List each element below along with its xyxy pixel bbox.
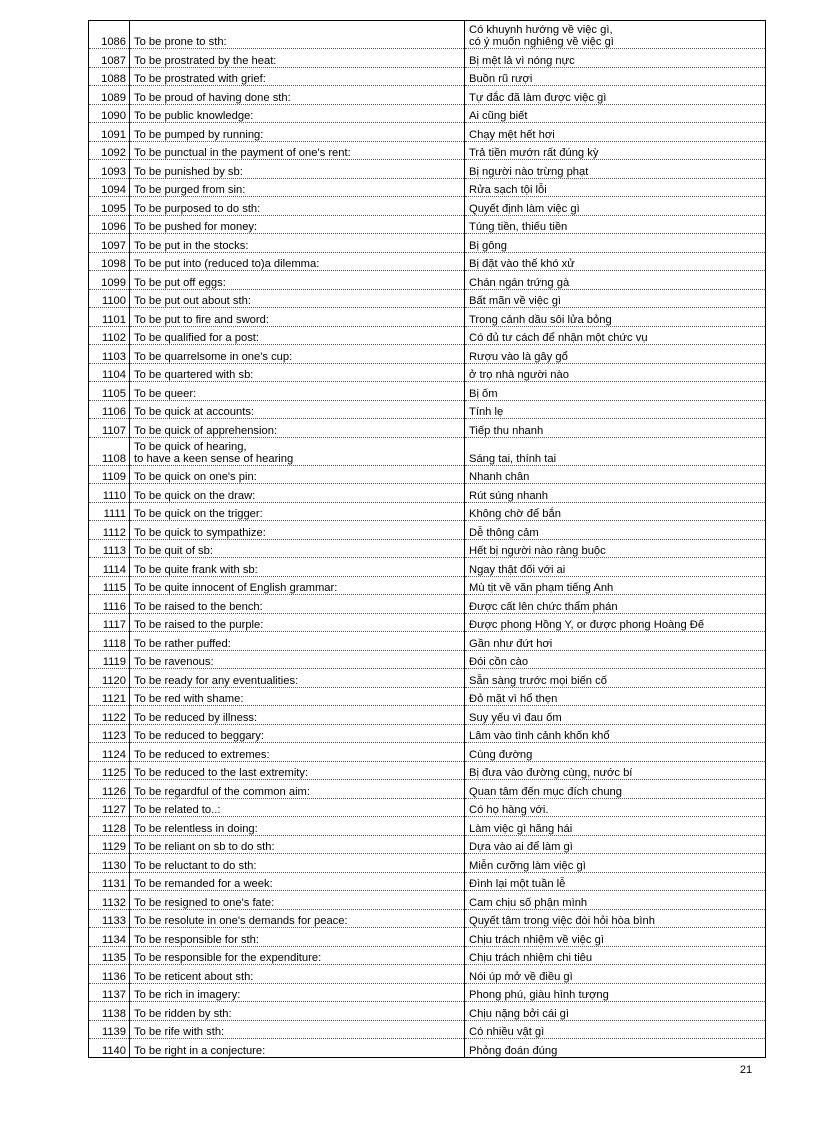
- table-row: [89, 743, 766, 762]
- table-row: [89, 308, 766, 327]
- table-row: [89, 650, 766, 669]
- table-row: [89, 484, 766, 503]
- vietnamese-meaning: Cam chịu số phận mình: [465, 891, 766, 910]
- vietnamese-meaning: Làm việc gì hăng hái: [465, 817, 766, 836]
- row-number: 1089: [89, 86, 130, 105]
- english-phrase: To be qualified for a post:: [130, 326, 465, 345]
- table-row: [89, 363, 766, 382]
- table-row: [89, 928, 766, 947]
- vietnamese-meaning: Có khuynh hướng về việc gì, có ý muốn nghiêng về việc gì: [465, 21, 766, 49]
- table-row: [89, 465, 766, 484]
- table-row: [89, 1039, 766, 1058]
- english-phrase: To be purposed to do sth:: [130, 197, 465, 216]
- row-number: 1137: [89, 983, 130, 1002]
- english-phrase: To be reduced by illness:: [130, 706, 465, 725]
- table-row: [89, 558, 766, 577]
- row-number: 1128: [89, 817, 130, 836]
- vietnamese-meaning: Đói cồn cào: [465, 650, 766, 669]
- row-number: 1130: [89, 854, 130, 873]
- row-number: 1090: [89, 104, 130, 123]
- english-phrase: To be resolute in one's demands for peace:: [130, 909, 465, 928]
- row-number: 1093: [89, 160, 130, 179]
- table-row: [89, 141, 766, 160]
- row-number: 1108: [89, 437, 130, 465]
- table-row: [89, 400, 766, 419]
- vietnamese-meaning: Miễn cưỡng làm việc gì: [465, 854, 766, 873]
- english-phrase: To be quick on the trigger:: [130, 502, 465, 521]
- english-phrase: To be rich in imagery:: [130, 983, 465, 1002]
- row-number: 1126: [89, 780, 130, 799]
- row-number: 1111: [89, 502, 130, 521]
- vietnamese-meaning: Dễ thông cảm: [465, 521, 766, 540]
- row-number: 1118: [89, 632, 130, 651]
- row-number: 1121: [89, 687, 130, 706]
- table-row: [89, 104, 766, 123]
- english-phrase: To be put off eggs:: [130, 271, 465, 290]
- vietnamese-meaning: Rửa sạch tội lỗi: [465, 178, 766, 197]
- table-row: [89, 946, 766, 965]
- english-phrase: To be proud of having done sth:: [130, 86, 465, 105]
- row-number: 1102: [89, 326, 130, 345]
- vietnamese-meaning: Buồn rũ rượi: [465, 67, 766, 86]
- english-phrase: To be responsible for sth:: [130, 928, 465, 947]
- english-phrase: To be quit of sb:: [130, 539, 465, 558]
- table-row: [89, 909, 766, 928]
- row-number: 1114: [89, 558, 130, 577]
- vietnamese-meaning: Trong cảnh dầu sôi lửa bỏng: [465, 308, 766, 327]
- row-number: 1095: [89, 197, 130, 216]
- english-phrase: To be quite frank with sb:: [130, 558, 465, 577]
- row-number: 1136: [89, 965, 130, 984]
- row-number: 1113: [89, 539, 130, 558]
- row-number: 1086: [89, 21, 130, 49]
- english-phrase: To be red with shame:: [130, 687, 465, 706]
- table-row: [89, 965, 766, 984]
- table-row: [89, 613, 766, 632]
- english-phrase: To be prone to sth:: [130, 21, 465, 49]
- row-number: 1129: [89, 835, 130, 854]
- vietnamese-meaning: Có đủ tư cách để nhận một chức vụ: [465, 326, 766, 345]
- english-phrase: To be prostrated with grief:: [130, 67, 465, 86]
- vietnamese-meaning: Bị gông: [465, 234, 766, 253]
- table-row: [89, 687, 766, 706]
- english-phrase: To be reticent about sth:: [130, 965, 465, 984]
- row-number: 1125: [89, 761, 130, 780]
- row-number: 1098: [89, 252, 130, 271]
- table-row: [89, 817, 766, 836]
- table-row: [89, 419, 766, 438]
- english-phrase: To be raised to the purple:: [130, 613, 465, 632]
- row-number: 1123: [89, 724, 130, 743]
- vietnamese-meaning: Sẵn sàng trước mọi biến cố: [465, 669, 766, 688]
- english-phrase: To be quick on the draw:: [130, 484, 465, 503]
- row-number: 1091: [89, 123, 130, 142]
- english-phrase: To be reduced to extremes:: [130, 743, 465, 762]
- table-row: [89, 326, 766, 345]
- vietnamese-meaning: Bị ốm: [465, 382, 766, 401]
- row-number: 1099: [89, 271, 130, 290]
- english-phrase: To be regardful of the common aim:: [130, 780, 465, 799]
- english-phrase: To be related to..:: [130, 798, 465, 817]
- row-number: 1094: [89, 178, 130, 197]
- english-phrase: To be ready for any eventualities:: [130, 669, 465, 688]
- table-row: [89, 86, 766, 105]
- english-phrase: To be rife with sth:: [130, 1020, 465, 1039]
- vietnamese-meaning: Chịu trách nhiệm về việc gì: [465, 928, 766, 947]
- vietnamese-meaning: Bị đặt vào thế khó xử: [465, 252, 766, 271]
- vietnamese-meaning: Bất mãn về việc gì: [465, 289, 766, 308]
- vietnamese-meaning: Mù tịt về văn phạm tiếng Anh: [465, 576, 766, 595]
- english-phrase: To be quartered with sb:: [130, 363, 465, 382]
- vietnamese-meaning: ở trọ nhà người nào: [465, 363, 766, 382]
- english-phrase: To be quick of apprehension:: [130, 419, 465, 438]
- english-phrase: To be reliant on sb to do sth:: [130, 835, 465, 854]
- vietnamese-meaning: Chịu nặng bởi cái gì: [465, 1002, 766, 1021]
- row-number: 1101: [89, 308, 130, 327]
- english-phrase: To be quick at accounts:: [130, 400, 465, 419]
- row-number: 1122: [89, 706, 130, 725]
- row-number: 1120: [89, 669, 130, 688]
- row-number: 1112: [89, 521, 130, 540]
- table-row: [89, 780, 766, 799]
- vietnamese-meaning: Quan tâm đến mục đích chung: [465, 780, 766, 799]
- english-phrase: To be pumped by running:: [130, 123, 465, 142]
- table-row: [89, 1002, 766, 1021]
- english-phrase: To be punctual in the payment of one's rent:: [130, 141, 465, 160]
- vietnamese-meaning: Sáng tai, thính tai: [465, 437, 766, 465]
- row-number: 1117: [89, 613, 130, 632]
- vietnamese-meaning: Chán ngán trứng gà: [465, 271, 766, 290]
- vietnamese-meaning: Trả tiền mướn rất đúng kỳ: [465, 141, 766, 160]
- vietnamese-meaning: Bị đưa vào đường cùng, nước bí: [465, 761, 766, 780]
- row-number: 1124: [89, 743, 130, 762]
- row-number: 1105: [89, 382, 130, 401]
- vietnamese-meaning: Ngay thật đối với ai: [465, 558, 766, 577]
- table-row: [89, 595, 766, 614]
- row-number: 1140: [89, 1039, 130, 1058]
- english-phrase: To be punished by sb:: [130, 160, 465, 179]
- vietnamese-meaning: Phong phú, giàu hình tượng: [465, 983, 766, 1002]
- phrase-table: [88, 20, 766, 1058]
- vietnamese-meaning: Dựa vào ai để làm gì: [465, 835, 766, 854]
- table-row: [89, 854, 766, 873]
- table-row: [89, 21, 766, 49]
- vietnamese-meaning: Quyết định làm việc gì: [465, 197, 766, 216]
- english-phrase: To be right in a conjecture:: [130, 1039, 465, 1058]
- table-row: [89, 252, 766, 271]
- vietnamese-meaning: Được cất lên chức thẩm phán: [465, 595, 766, 614]
- table-row: [89, 178, 766, 197]
- vietnamese-meaning: Có họ hàng với.: [465, 798, 766, 817]
- english-phrase: To be quick of hearing, to have a keen sense of hearing: [130, 437, 465, 465]
- english-phrase: To be quarrelsome in one's cup:: [130, 345, 465, 364]
- english-phrase: To be purged from sin:: [130, 178, 465, 197]
- english-phrase: To be reluctant to do sth:: [130, 854, 465, 873]
- row-number: 1104: [89, 363, 130, 382]
- english-phrase: To be ridden by sth:: [130, 1002, 465, 1021]
- table-row: [89, 215, 766, 234]
- vietnamese-meaning: Tiếp thu nhanh: [465, 419, 766, 438]
- english-phrase: To be pushed for money:: [130, 215, 465, 234]
- vietnamese-meaning: Bị mệt lả vì nóng nực: [465, 49, 766, 68]
- table-row: [89, 872, 766, 891]
- vietnamese-meaning: Ai cũng biết: [465, 104, 766, 123]
- vietnamese-meaning: Đỏ mặt vì hổ thẹn: [465, 687, 766, 706]
- english-phrase: To be reduced to beggary:: [130, 724, 465, 743]
- table-row: [89, 724, 766, 743]
- vietnamese-meaning: Cùng đường: [465, 743, 766, 762]
- english-phrase: To be put into (reduced to)a dilemma:: [130, 252, 465, 271]
- vietnamese-meaning: Phỏng đoán đúng: [465, 1039, 766, 1058]
- english-phrase: To be raised to the bench:: [130, 595, 465, 614]
- english-phrase: To be quick to sympathize:: [130, 521, 465, 540]
- table-row: [89, 382, 766, 401]
- table-row: [89, 123, 766, 142]
- row-number: 1109: [89, 465, 130, 484]
- table-row: [89, 983, 766, 1002]
- vietnamese-meaning: Tự đắc đã làm được việc gì: [465, 86, 766, 105]
- row-number: 1116: [89, 595, 130, 614]
- table-row: [89, 1020, 766, 1039]
- english-phrase: To be quick on one's pin:: [130, 465, 465, 484]
- row-number: 1110: [89, 484, 130, 503]
- vietnamese-meaning: Rượu vào là gây gổ: [465, 345, 766, 364]
- vietnamese-meaning: Chạy mệt hết hơi: [465, 123, 766, 142]
- vietnamese-meaning: Lâm vào tình cảnh khốn khổ: [465, 724, 766, 743]
- row-number: 1131: [89, 872, 130, 891]
- row-number: 1100: [89, 289, 130, 308]
- phrase-table-body: [89, 21, 766, 1058]
- vietnamese-meaning: Chịu trách nhiệm chi tiêu: [465, 946, 766, 965]
- table-row: [89, 271, 766, 290]
- english-phrase: To be responsible for the expenditure:: [130, 946, 465, 965]
- row-number: 1092: [89, 141, 130, 160]
- vietnamese-meaning: Quyết tâm trong việc đòi hỏi hòa bình: [465, 909, 766, 928]
- vietnamese-meaning: Gần như đứt hơi: [465, 632, 766, 651]
- english-phrase: To be quite innocent of English grammar:: [130, 576, 465, 595]
- table-row: [89, 669, 766, 688]
- table-row: [89, 835, 766, 854]
- row-number: 1132: [89, 891, 130, 910]
- english-phrase: To be prostrated by the heat:: [130, 49, 465, 68]
- english-phrase: To be rather puffed:: [130, 632, 465, 651]
- vietnamese-meaning: Bị người nào trừng phạt: [465, 160, 766, 179]
- vietnamese-meaning: Tính lẹ: [465, 400, 766, 419]
- table-row: [89, 437, 766, 465]
- table-row: [89, 67, 766, 86]
- row-number: 1097: [89, 234, 130, 253]
- vietnamese-meaning: Được phong Hồng Y, or được phong Hoàng Đế: [465, 613, 766, 632]
- vietnamese-meaning: Nhanh chân: [465, 465, 766, 484]
- vietnamese-meaning: Hết bị người nào ràng buộc: [465, 539, 766, 558]
- english-phrase: To be queer:: [130, 382, 465, 401]
- vietnamese-meaning: Không chờ để bắn: [465, 502, 766, 521]
- table-row: [89, 502, 766, 521]
- english-phrase: To be reduced to the last extremity:: [130, 761, 465, 780]
- row-number: 1134: [89, 928, 130, 947]
- table-row: [89, 798, 766, 817]
- english-phrase: To be put to fire and sword:: [130, 308, 465, 327]
- english-phrase: To be ravenous:: [130, 650, 465, 669]
- table-row: [89, 521, 766, 540]
- row-number: 1106: [89, 400, 130, 419]
- table-row: [89, 49, 766, 68]
- english-phrase: To be public knowledge:: [130, 104, 465, 123]
- table-row: [89, 539, 766, 558]
- english-phrase: To be resigned to one's fate:: [130, 891, 465, 910]
- row-number: 1107: [89, 419, 130, 438]
- row-number: 1103: [89, 345, 130, 364]
- table-row: [89, 891, 766, 910]
- table-row: [89, 761, 766, 780]
- english-phrase: To be remanded for a week:: [130, 872, 465, 891]
- vietnamese-meaning: Suy yếu vì đau ốm: [465, 706, 766, 725]
- row-number: 1096: [89, 215, 130, 234]
- english-phrase: To be put in the stocks:: [130, 234, 465, 253]
- row-number: 1133: [89, 909, 130, 928]
- vietnamese-meaning: Đình lại một tuần lễ: [465, 872, 766, 891]
- english-phrase: To be relentless in doing:: [130, 817, 465, 836]
- row-number: 1119: [89, 650, 130, 669]
- table-row: [89, 289, 766, 308]
- english-phrase: To be put out about sth:: [130, 289, 465, 308]
- row-number: 1138: [89, 1002, 130, 1021]
- table-row: [89, 706, 766, 725]
- row-number: 1139: [89, 1020, 130, 1039]
- vietnamese-meaning: Túng tiền, thiếu tiền: [465, 215, 766, 234]
- row-number: 1135: [89, 946, 130, 965]
- vietnamese-meaning: Rút súng nhanh: [465, 484, 766, 503]
- table-row: [89, 576, 766, 595]
- vietnamese-meaning: Có nhiều vật gì: [465, 1020, 766, 1039]
- row-number: 1115: [89, 576, 130, 595]
- row-number: 1127: [89, 798, 130, 817]
- vietnamese-meaning: Nói úp mở về điều gì: [465, 965, 766, 984]
- page-number: 21: [739, 1064, 753, 1076]
- table-row: [89, 234, 766, 253]
- table-row: [89, 632, 766, 651]
- table-row: [89, 345, 766, 364]
- table-row: [89, 160, 766, 179]
- table-row: [89, 197, 766, 216]
- row-number: 1087: [89, 49, 130, 68]
- row-number: 1088: [89, 67, 130, 86]
